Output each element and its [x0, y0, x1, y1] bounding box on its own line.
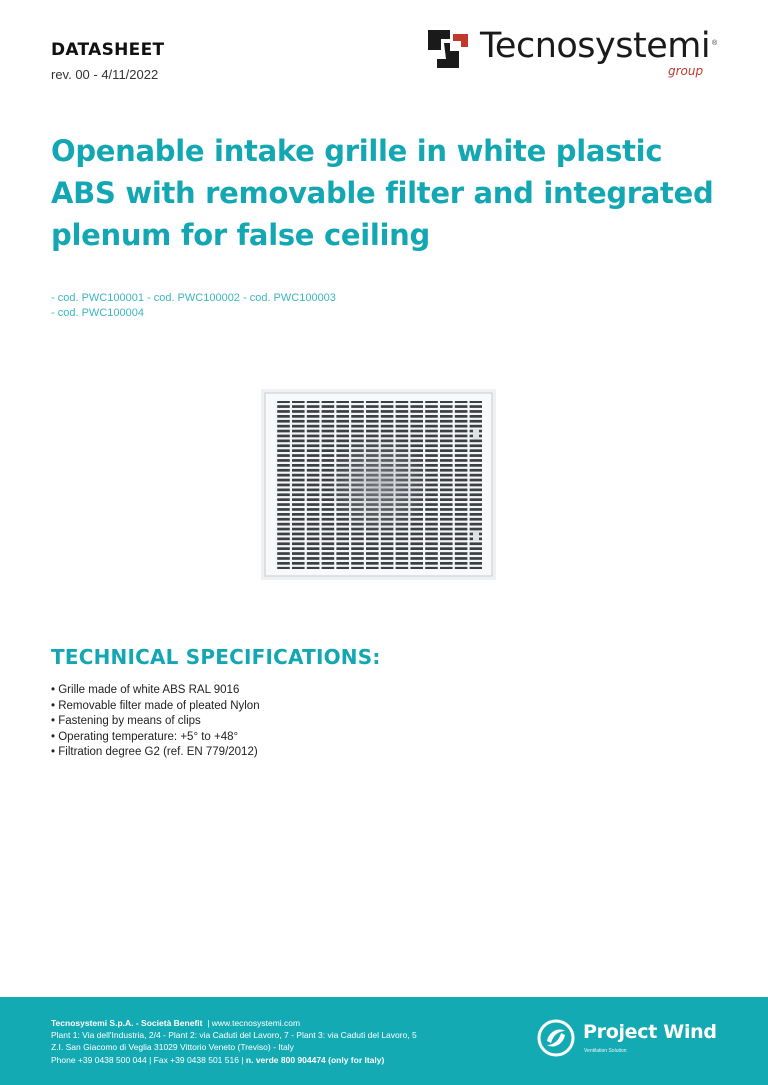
footer	[0, 997, 768, 1085]
phone-fax: Phone +39 0438 500 044 | Fax +39 0438 501 516 |	[51, 1054, 244, 1065]
revision-label: rev. 00 - 4/11/2022	[51, 67, 159, 82]
tecnosystemi-logo	[428, 26, 728, 86]
footer-contact	[51, 1017, 417, 1066]
spec-item: • Removable filter made of pleated Nylon	[51, 699, 260, 715]
logo-group-label: group	[668, 64, 704, 78]
doc-type-label: DATASHEET	[51, 40, 165, 60]
phone-line	[51, 1054, 417, 1066]
tecnosystemi-logo-mark	[428, 30, 468, 68]
registered-mark: ®	[712, 40, 718, 47]
spec-item: • Grille made of white ABS RAL 9016	[51, 683, 260, 699]
address-line: Z.I. San Giacomo di Veglia 31029 Vittorio Veneto (Treviso) - Italy	[51, 1042, 294, 1053]
toll-free: n. verde 800 904474 (only for Italy)	[245, 1054, 385, 1065]
project-wind-icon	[537, 1019, 575, 1057]
footer-company-line	[51, 1017, 417, 1029]
spec-item: • Fastening by means of clips	[51, 714, 260, 730]
project-wind-name: Project Wind	[583, 1021, 717, 1043]
website-link[interactable]: | www.tecnosystemi.com	[207, 1018, 301, 1028]
product-image	[261, 389, 496, 580]
project-wind-tagline: Ventilation Solution	[584, 1048, 627, 1054]
product-codes	[51, 291, 336, 321]
company-name: Tecnosystemi S.p.A. - Società Benefit	[51, 1018, 203, 1028]
page-title: Openable intake grille in white plastic ABS with removable filter and integrated plenum for false ceiling	[51, 134, 714, 252]
product-codes-line-1: - cod. PWC100001 - cod. PWC100002 - cod. PWC100003	[51, 292, 336, 304]
datasheet-header	[51, 40, 164, 82]
spec-item: • Operating temperature: +5° to +48°	[51, 730, 260, 746]
plants-line: Plant 1: Via dell'Industria, 2/4 - Plant 2: via Caduti del Lavoro, 7 - Plant 3: via Caduti del Lavoro, 5	[51, 1030, 417, 1041]
project-wind-logo	[537, 1017, 727, 1065]
specs-heading: TECHNICAL SPECIFICATIONS:	[51, 645, 381, 669]
specs-list	[51, 683, 260, 761]
product-codes-line-2: - cod. PWC100004	[51, 307, 144, 319]
logo-wordmark: Tecnosystemi	[480, 26, 711, 66]
spec-item: • Filtration degree G2 (ref. EN 779/2012)	[51, 745, 260, 761]
